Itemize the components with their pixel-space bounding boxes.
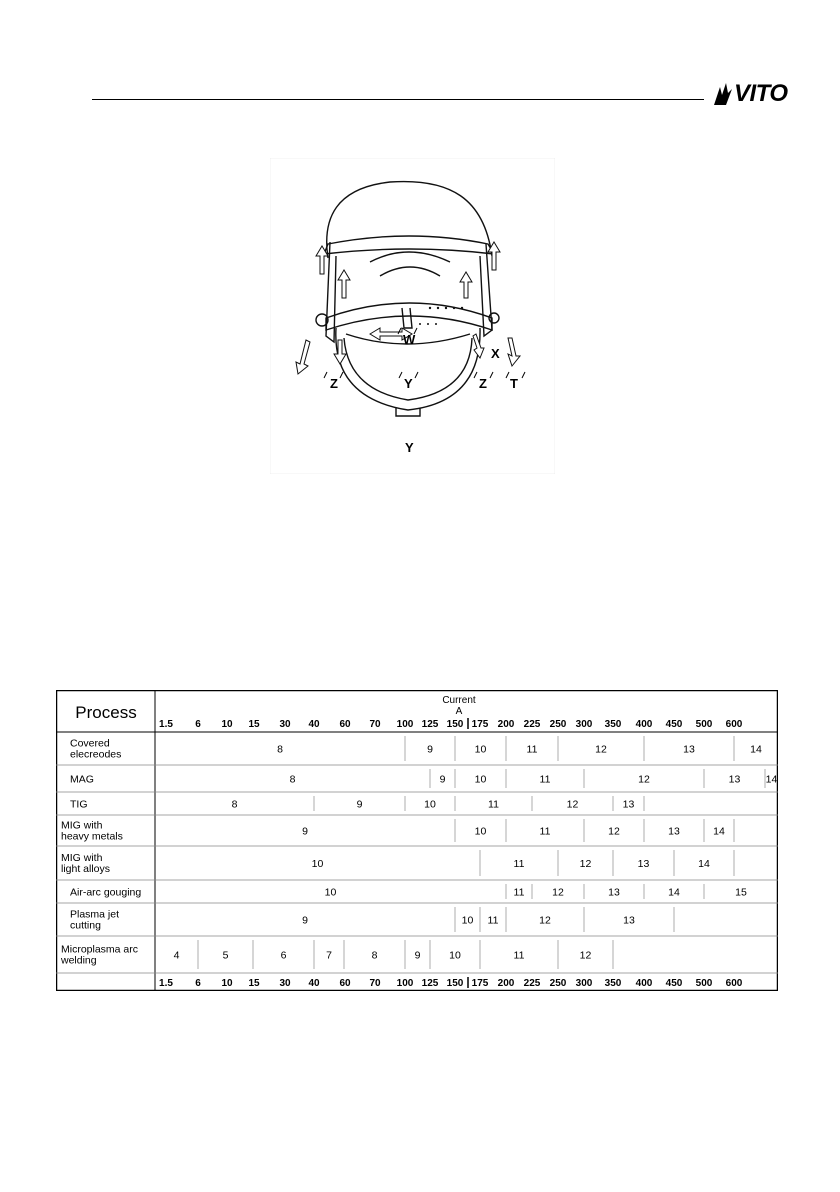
top-tick-label: 350 xyxy=(604,719,622,730)
shade-value: 12 xyxy=(552,886,564,899)
bottom-tick-label: 1.5 xyxy=(159,978,173,989)
top-tick-label: 10 xyxy=(221,719,233,730)
shade-value: 14 xyxy=(713,825,725,838)
shade-value: 12 xyxy=(539,914,551,927)
bottom-tick-label: 150 xyxy=(446,978,464,989)
process-name: elecreodes xyxy=(70,748,122,761)
shade-value: 9 xyxy=(356,798,363,811)
bottom-tick-label: 350 xyxy=(604,978,622,989)
shade-value: 4 xyxy=(173,949,180,962)
process-name: heavy metals xyxy=(61,830,123,843)
process-name: MAG xyxy=(70,773,94,786)
bottom-tick-label: 250 xyxy=(549,978,567,989)
shade-value: 14 xyxy=(765,773,778,786)
top-tick-label: 200 xyxy=(497,719,515,730)
process-name: TIG xyxy=(70,798,88,811)
bottom-tick-label: 225 xyxy=(523,978,541,989)
shade-value: 8 xyxy=(371,949,378,962)
top-tick-label: 400 xyxy=(635,719,653,730)
shade-value: 12 xyxy=(595,743,607,756)
shade-value: 11 xyxy=(513,949,525,962)
top-tick-label: 6 xyxy=(195,719,201,730)
shade-value: 10 xyxy=(324,886,337,899)
bottom-tick-label: 450 xyxy=(665,978,683,989)
current-header: Current xyxy=(442,695,476,706)
shade-value: 7 xyxy=(326,949,332,962)
process-name: cutting xyxy=(70,919,101,932)
current-unit: A xyxy=(455,706,463,717)
shade-value: 8 xyxy=(277,743,283,756)
bottom-tick-label: 500 xyxy=(695,978,713,989)
shade-value: 14 xyxy=(698,858,710,870)
shade-value: 11 xyxy=(513,886,525,899)
top-tick-label: 60 xyxy=(339,719,351,730)
shade-value: 9 xyxy=(427,743,433,756)
bottom-tick-label: 10 xyxy=(221,978,233,989)
process-name: Covered xyxy=(70,737,110,750)
shade-value: 12 xyxy=(608,825,620,838)
process-name: MIG with xyxy=(61,819,103,832)
bottom-tick-label: 15 xyxy=(248,978,260,989)
brand-logo xyxy=(712,80,788,108)
label-z-right: Z xyxy=(479,376,487,391)
label-t: T xyxy=(510,376,518,391)
shade-value: 12 xyxy=(566,798,579,811)
bottom-tick-label: 175 xyxy=(471,978,489,989)
top-tick-label: 225 xyxy=(523,719,541,730)
shade-value: 9 xyxy=(414,949,421,962)
process-name: welding xyxy=(61,954,97,967)
shade-value: 11 xyxy=(513,858,525,870)
process-name: Microplasma arc xyxy=(61,943,139,956)
shade-value: 12 xyxy=(579,858,592,870)
shade-value: 11 xyxy=(487,914,499,927)
top-tick-label: 300 xyxy=(575,719,593,730)
bottom-tick-label: 400 xyxy=(635,978,653,989)
top-tick-label: 175 xyxy=(471,719,489,730)
shade-value: 8 xyxy=(289,773,296,786)
top-tick-label: 70 xyxy=(369,719,381,730)
label-y-bottom: Y xyxy=(405,440,414,455)
top-tick-label: 600 xyxy=(725,719,743,730)
vito-logo-icon xyxy=(712,81,734,107)
shade-value: 10 xyxy=(474,825,487,838)
shade-value: 13 xyxy=(623,914,635,927)
label-y-center: Y xyxy=(404,376,413,391)
shade-value: 8 xyxy=(231,798,238,811)
shade-value: 13 xyxy=(668,825,680,838)
shade-value: 15 xyxy=(735,886,747,899)
bottom-tick-label: 125 xyxy=(421,978,439,989)
shade-value: 10 xyxy=(449,949,461,962)
process-name: Air-arc gouging xyxy=(70,886,142,899)
top-tick-label: 30 xyxy=(279,719,291,730)
shade-value: 14 xyxy=(750,743,762,756)
top-tick-label: 40 xyxy=(308,719,320,730)
process-header: Process xyxy=(75,703,137,722)
shade-value: 14 xyxy=(668,886,680,899)
shade-value: 12 xyxy=(638,773,650,786)
shade-value: 11 xyxy=(539,825,551,838)
top-tick-label: 250 xyxy=(549,719,567,730)
header-rule xyxy=(92,99,704,100)
top-tick-label: 125 xyxy=(421,719,439,730)
process-name: light alloys xyxy=(61,863,111,875)
shade-value: 6 xyxy=(280,949,287,962)
shade-value: 13 xyxy=(608,886,620,899)
shade-value: 11 xyxy=(488,798,499,811)
shade-value: 10 xyxy=(461,914,474,927)
bottom-tick-label: 200 xyxy=(497,978,515,989)
shade-number-table xyxy=(56,690,778,991)
shade-value: 9 xyxy=(302,914,308,927)
label-x: X xyxy=(491,346,500,361)
top-tick-label: 500 xyxy=(695,719,713,730)
top-tick-label: 450 xyxy=(665,719,683,730)
shade-value: 13 xyxy=(622,798,635,811)
shade-value: 5 xyxy=(222,949,229,962)
shade-value: 10 xyxy=(311,858,324,870)
shade-value: 13 xyxy=(728,773,741,786)
bottom-tick-label: 100 xyxy=(396,978,414,989)
bottom-tick-label: 70 xyxy=(369,978,381,989)
shade-value: 13 xyxy=(637,858,650,870)
shade-value: 10 xyxy=(424,798,436,811)
process-name: MIG with xyxy=(61,852,103,864)
shade-value: 10 xyxy=(474,743,487,756)
top-tick-label: 1.5 xyxy=(159,719,173,730)
shade-value: 12 xyxy=(579,949,592,962)
top-tick-label: 15 xyxy=(248,719,260,730)
logo-text: VITO xyxy=(734,80,788,107)
process-name: Plasma jet xyxy=(70,908,120,921)
top-tick-label: 100 xyxy=(396,719,414,730)
shade-value: 10 xyxy=(474,773,487,786)
bottom-tick-label: 30 xyxy=(279,978,291,989)
shade-value: 13 xyxy=(683,743,695,756)
bottom-tick-label: 60 xyxy=(339,978,351,989)
bottom-tick-label: 40 xyxy=(308,978,320,989)
shade-value: 11 xyxy=(539,773,551,786)
helmet-adjustment-diagram xyxy=(270,158,555,474)
bottom-tick-label: 6 xyxy=(195,978,201,989)
label-z-left: Z xyxy=(330,376,338,391)
top-tick-label: 150 xyxy=(446,719,464,730)
shade-value: 11 xyxy=(526,743,538,756)
shade-value: 9 xyxy=(302,825,308,838)
shade-value: 9 xyxy=(439,773,446,786)
bottom-tick-label: 600 xyxy=(725,978,743,989)
label-w: W xyxy=(403,332,416,347)
bottom-tick-label: 300 xyxy=(575,978,593,989)
